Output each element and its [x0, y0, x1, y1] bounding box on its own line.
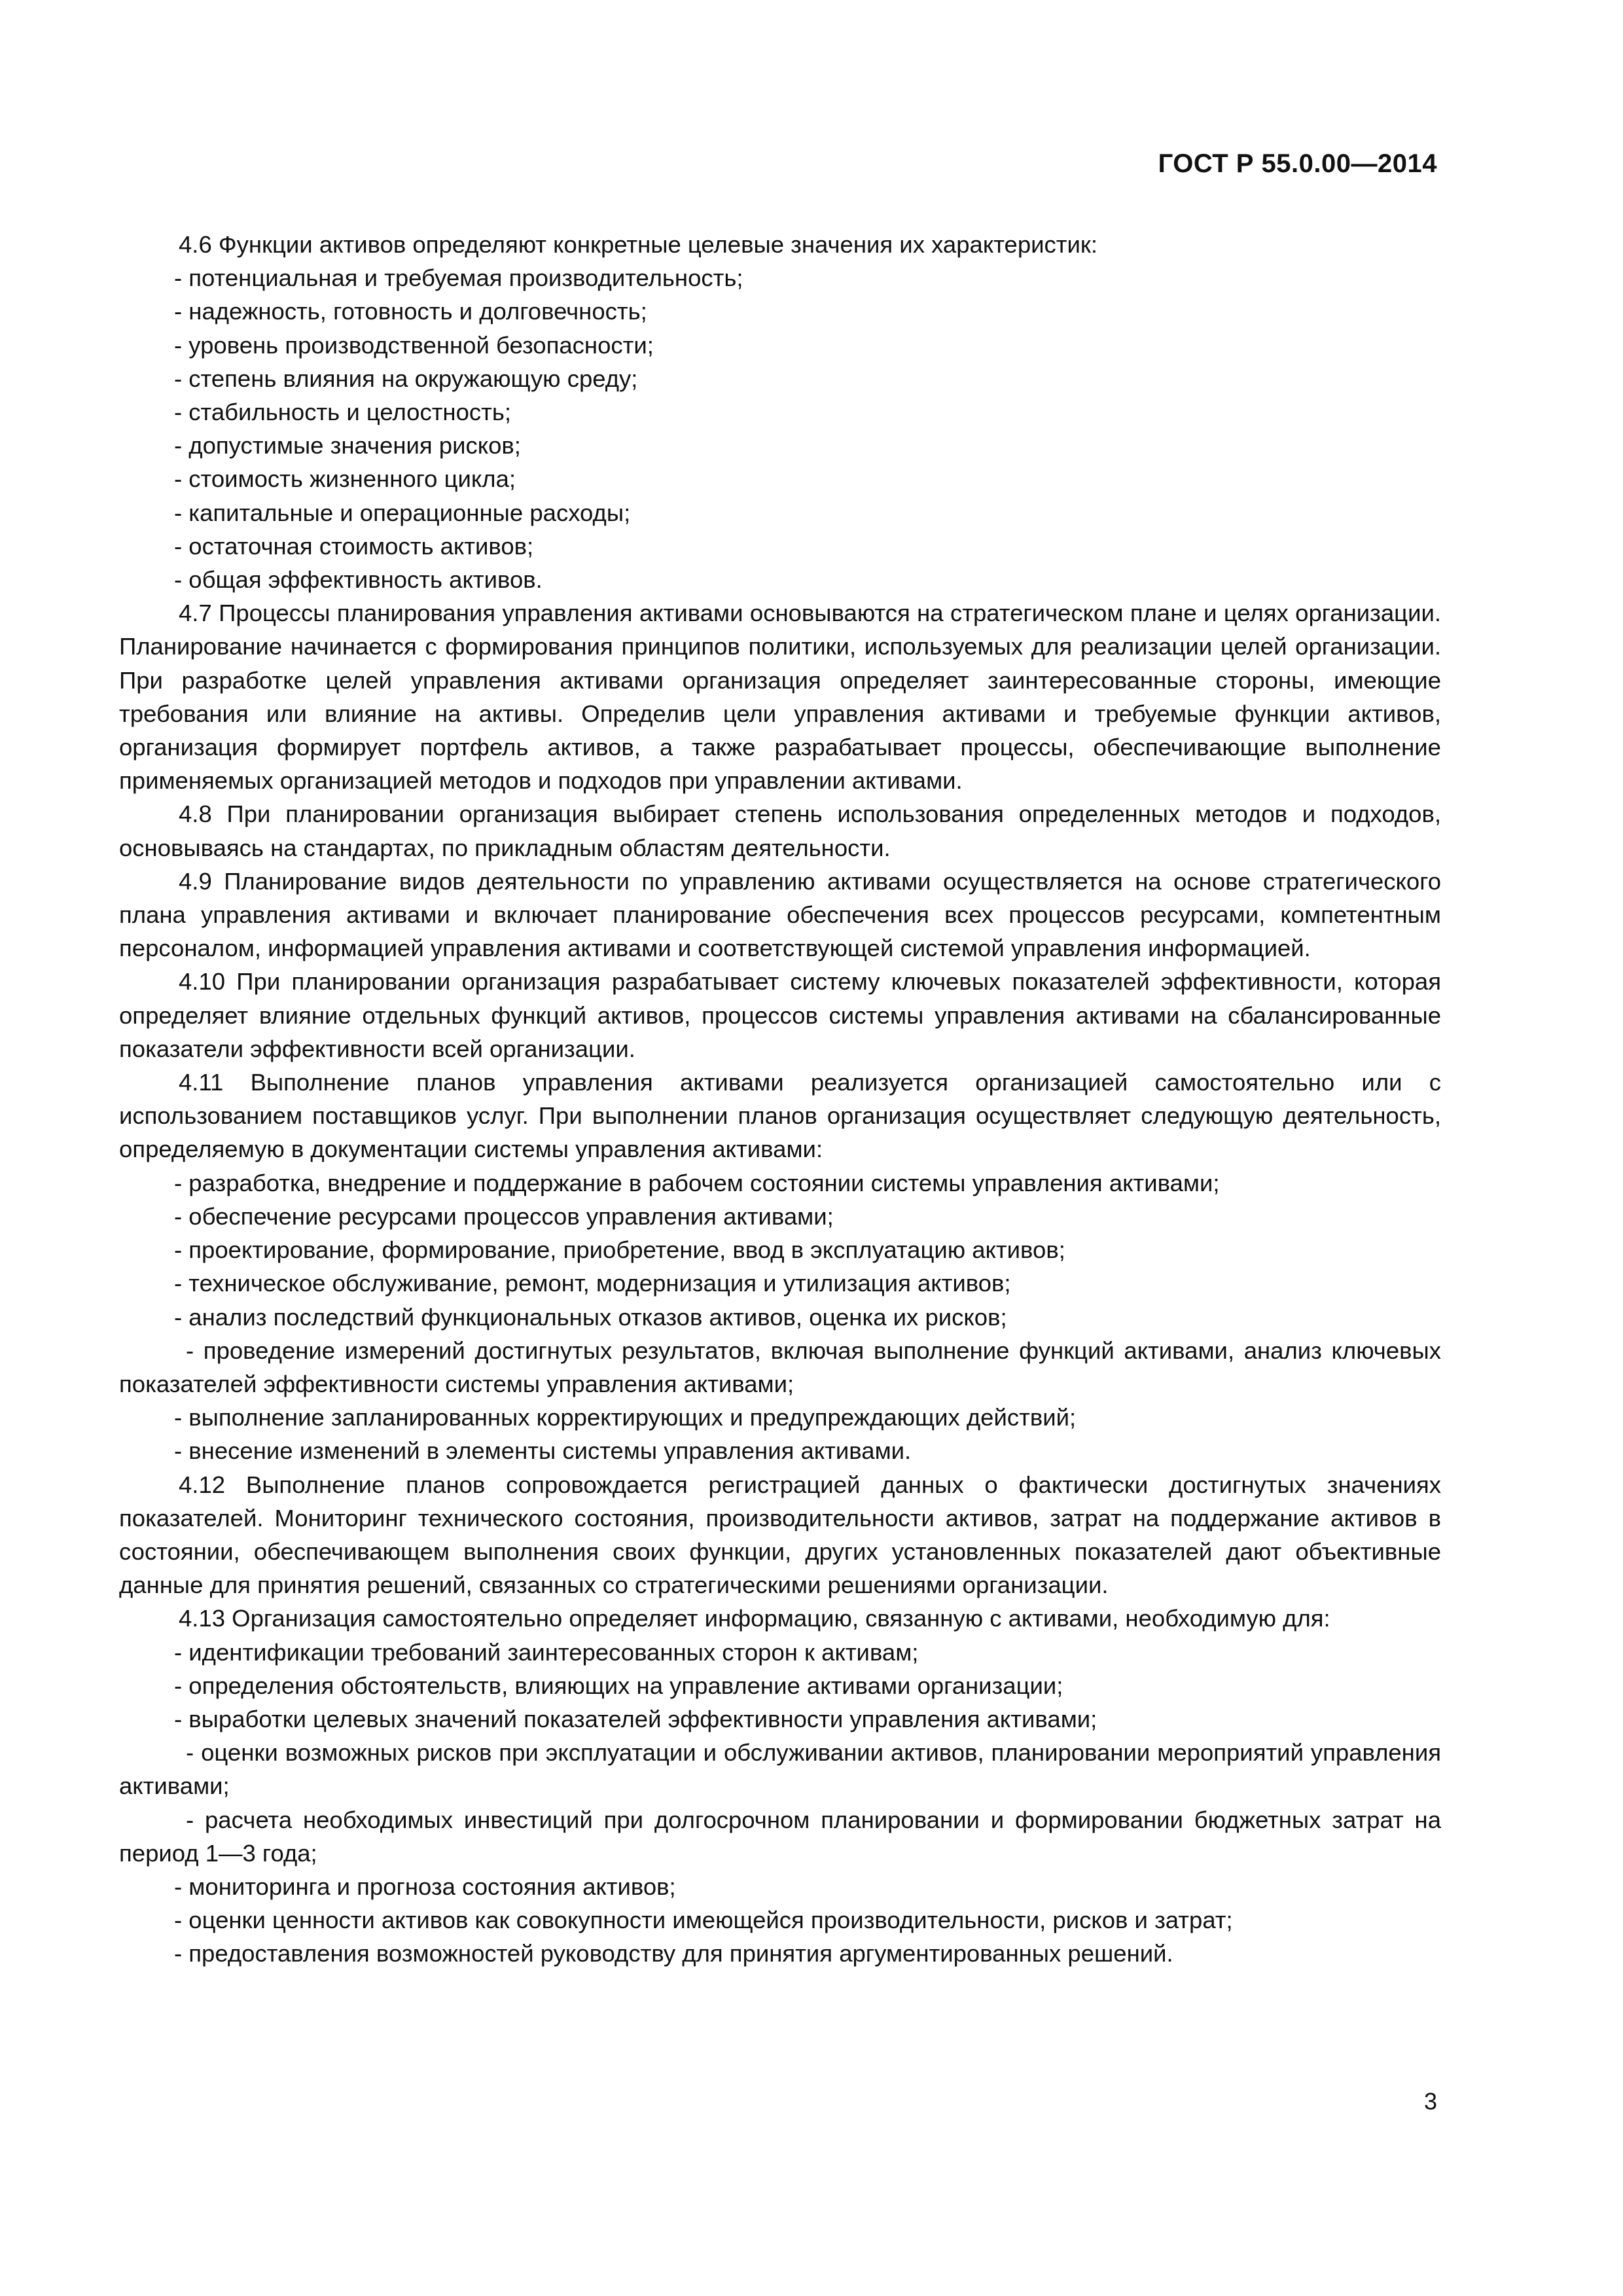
list-item: - надежность, готовность и долговечность; [174, 298, 647, 325]
list-item: - выработки целевых значений показателей эффективности управления активами; [174, 1705, 1097, 1732]
list-item: - стоимость жизненного цикла; [174, 465, 516, 493]
list-item: - определения обстоятельств, влияющих на управление активами организации; [174, 1672, 1063, 1699]
list-item: - степень влияния на окружающую среду; [174, 365, 638, 392]
list-item: - предоставления возможностей руководству для принятия аргументированных решений. [174, 1940, 1173, 1967]
paragraph: 4.10 При планировании организация разрабатывает систему ключевых показателей эффективности, которая определяет влияние отдельных функций активов, процессов системы управления активами на сбалансированные показатели эффективности всей организации. [119, 968, 1441, 1062]
list-item: - проектирование, формирование, приобретение, ввод в эксплуатацию активов; [174, 1236, 1065, 1264]
list-item: - мониторинга и прогноза состояния активов; [174, 1873, 676, 1900]
list-item: - общая эффективность активов. [174, 566, 543, 594]
paragraph: 4.9 Планирование видов деятельности по управлению активами осуществляется на основе стратегического плана управления активами и включает планирование обеспечения всех процессов ресурсами, компетентным персоналом, информацией управления активами и соответствующей системой управления информацией. [119, 867, 1441, 962]
paragraph: 4.11 Выполнение планов управления активами реализуется организацией самостоятельно или с использованием поставщиков услуг. При выполнении планов организация осуществляет следующую деятельность, определяемую в документации системы управления активами: [119, 1069, 1441, 1163]
paragraph: 4.12 Выполнение планов сопровождается регистрацией данных о фактически достигнутых значениях показателей. Мониторинг технического состояния, производительности активов, затрат на поддержание активов в состоянии, обеспечивающем выполнения своих функции, других установленных показателей дают объективные данные для принятия решений, связанных со стратегическими решениями организации. [119, 1471, 1441, 1599]
document-body [119, 228, 1441, 1971]
list-item: - остаточная стоимость активов; [174, 532, 534, 560]
page-number: 3 [1423, 2088, 1437, 2115]
list-item: - уровень производственной безопасности; [174, 331, 654, 359]
paragraph: 4.6 Функции активов определяют конкретные целевые значения их характеристик: [179, 231, 1097, 258]
list-item: - стабильность и целостность; [174, 399, 512, 426]
paragraph: 4.8 При планировании организация выбирает степень использования определенных методов и подходов, основываясь на стандартах, по прикладным областям деятельности. [119, 800, 1441, 861]
list-item: - техническое обслуживание, ремонт, модернизация и утилизация активов; [174, 1270, 1011, 1297]
list-item: - капитальные и операционные расходы; [174, 499, 631, 526]
list-item: - допустимые значения рисков; [174, 432, 521, 459]
list-item: - внесение изменений в элементы системы управления активами. [174, 1437, 912, 1465]
list-item: - разработка, внедрение и поддержание в рабочем состоянии системы управления активами; [174, 1169, 1220, 1196]
paragraph: 4.7 Процессы планирования управления активами основываются на стратегическом плане и целях организации. Планирование начинается с формирования принципов политики, используемых для реализации целей организации. При разработке целей управления активами организация определяет заинтересованные стороны, имеющие требования или влияние на активы. Определив цели управления активами и требуемые функции активов, организация формирует портфель активов, а также разрабатывает процессы, обеспечивающие выполнение применяемых организацией методов и подходов при управлении активами. [119, 600, 1441, 795]
list-item: - оценки возможных рисков при эксплуатации и обслуживании активов, планировании мероприятий управления активами; [119, 1739, 1441, 1800]
list-item: - оценки ценности активов как совокупности имеющейся производительности, рисков и затрат; [174, 1907, 1233, 1934]
list-item: - обеспечение ресурсами процессов управления активами; [174, 1202, 834, 1230]
list-item: - проведение измерений достигнутых результатов, включая выполнение функций активами, анализ ключевых показателей эффективности системы управления активами; [119, 1336, 1441, 1397]
document-code: ГОСТ Р 55.0.00—2014 [1158, 149, 1437, 178]
list-item: - потенциальная и требуемая производительность; [174, 264, 743, 292]
paragraph: 4.13 Организация самостоятельно определяет информацию, связанную с активами, необходимую для: [179, 1605, 1330, 1632]
list-item: - анализ последствий функциональных отказов активов, оценка их рисков; [174, 1303, 1007, 1331]
list-item: - выполнение запланированных корректирующих и предупреждающих действий; [174, 1404, 1077, 1431]
list-item: - расчета необходимых инвестиций при долгосрочном планировании и формировании бюджетных затрат на период 1—3 года; [119, 1806, 1441, 1867]
list-item: - идентификации требований заинтересованных сторон к активам; [174, 1638, 919, 1666]
